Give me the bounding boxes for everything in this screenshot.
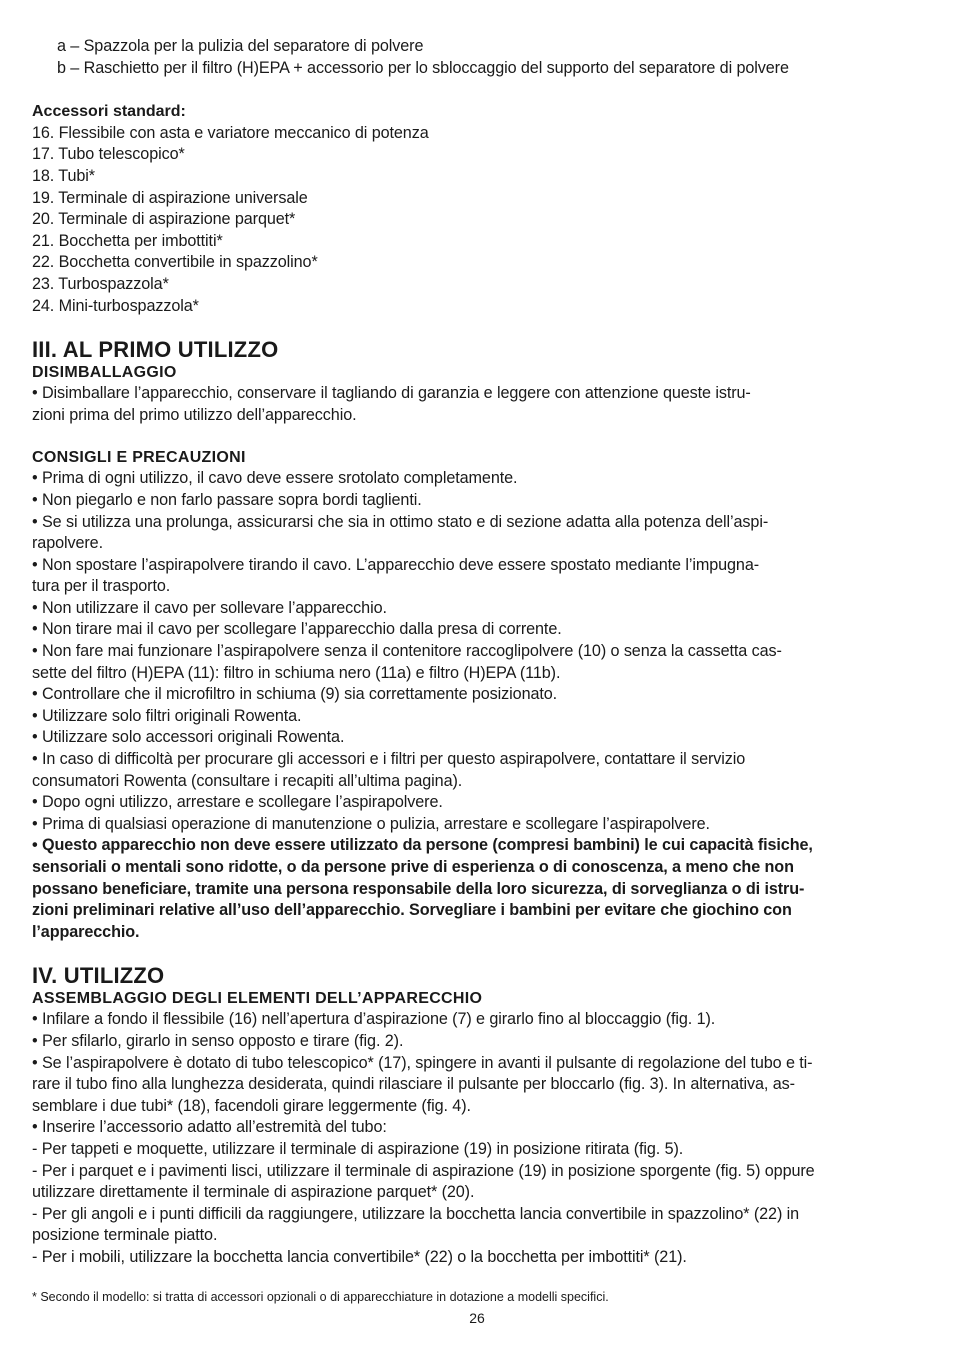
list-item: 20. Terminale di aspirazione parquet*: [32, 210, 296, 229]
paragraph-line: sette del filtro (H)EPA (11): filtro in schiuma nero (11a) e filtro (H)EPA (11b).: [32, 663, 561, 682]
paragraph-line: • Non spostare l’aspirapolvere tirando il cavo. L’apparecchio deve essere spostato mediante l’impugna-: [32, 555, 760, 574]
safety-warning-line: • Questo apparecchio non deve essere utilizzato da persone (compresi bambini) le cui capacità fisiche,: [32, 836, 813, 855]
list-item: 22. Bocchetta convertibile in spazzolino*: [32, 253, 318, 272]
safety-warning-line: possano beneficiare, tramite una persona responsabile della loro sicurezza, di sorveglianza o di istru-: [32, 879, 805, 898]
paragraph-line: • Infilare a fondo il flessibile (16) nell’apertura d’aspirazione (7) e girarlo fino al bloccaggio (fig. 1).: [32, 1010, 716, 1029]
list-item: 24. Mini-turbospazzola*: [32, 296, 199, 315]
list-item: 18. Tubi*: [32, 166, 95, 185]
paragraph-line: • Dopo ogni utilizzo, arrestare e scollegare l’aspirapolvere.: [32, 793, 443, 812]
section-title-primo-utilizzo: III. AL PRIMO UTILIZZO: [32, 337, 279, 363]
subsection-title-consigli: CONSIGLI E PRECAUZIONI: [32, 449, 246, 467]
disimballaggio-text: [32, 383, 924, 426]
subsection-title-disimballaggio: DISIMBALLAGGIO: [32, 364, 177, 382]
paragraph-line: - Per i mobili, utilizzare la bocchetta lancia convertibile* (22) o la bocchetta per imbottiti* (21).: [32, 1247, 687, 1266]
paragraph-line: zioni prima del primo utilizzo dell’apparecchio.: [32, 405, 357, 424]
paragraph-line: • Se si utilizza una prolunga, assicurarsi che sia in ottimo stato e di sezione adatta alla potenza dell’aspi-: [32, 512, 769, 531]
paragraph-line: • Controllare che il microfiltro in schiuma (9) sia correttamente posizionato.: [32, 685, 558, 704]
paragraph-line: • Non fare mai funzionare l’aspirapolvere senza il contenitore raccoglipolvere (10) o senza la cassetta cas-: [32, 642, 782, 661]
paragraph-line: - Per gli angoli e i punti difficili da raggiungere, utilizzare la bocchetta lancia convertibile in spazzolino* (22) in: [32, 1204, 800, 1223]
paragraph-line: • Prima di ogni utilizzo, il cavo deve essere srotolato completamente.: [32, 469, 518, 488]
paragraph-line: • Disimballare l’apparecchio, conservare il tagliando di garanzia e leggere con attenzione queste istru-: [32, 384, 751, 403]
paragraph-line: • Se l’aspirapolvere è dotato di tubo telescopico* (17), spingere in avanti il pulsante di regolazione del tubo e ti-: [32, 1053, 813, 1072]
list-item: 23. Turbospazzola*: [32, 274, 169, 293]
assemblaggio-text: [32, 1009, 924, 1268]
paragraph-line: • Prima di qualsiasi operazione di manutenzione o pulizia, arrestare e scollegare l’aspirapolvere.: [32, 814, 710, 833]
paragraph-line: tura per il trasporto.: [32, 577, 171, 596]
safety-warning-line: zioni preliminari relative all’uso dell’apparecchio. Sorvegliare i bambini per evitare che giochino con: [32, 901, 792, 920]
paragraph-line: • Inserire l’accessorio adatto all’estremità del tubo:: [32, 1118, 387, 1137]
section-title-utilizzo: IV. UTILIZZO: [32, 963, 165, 989]
list-item: 21. Bocchetta per imbottiti*: [32, 231, 223, 250]
subsection-title-assemblaggio: ASSEMBLAGGIO DEGLI ELEMENTI DELL’APPARECCHIO: [32, 990, 483, 1008]
intro-item-b: b – Raschietto per il filtro (H)EPA + accessorio per lo sbloccaggio del supporto del separatore di polvere: [57, 58, 789, 77]
accessori-label: Accessori standard:: [32, 103, 186, 121]
accessori-list: [32, 123, 924, 317]
list-item: 16. Flessibile con asta e variatore meccanico di potenza: [32, 123, 429, 142]
paragraph-line: rare il tubo fino alla lunghezza desiderata, quindi rilasciare il pulsante per bloccarlo (fig. 3). In alternativa, as-: [32, 1075, 795, 1094]
intro-item-a: a – Spazzola per la pulizia del separatore di polvere: [57, 37, 424, 55]
paragraph-line: • Utilizzare solo accessori originali Rowenta.: [32, 728, 345, 747]
paragraph-line: consumatori Rowenta (consultare i recapiti all’ultima pagina).: [32, 771, 463, 790]
page-number: 26: [469, 1310, 485, 1326]
paragraph-line: • Non tirare mai il cavo per scollegare l’apparecchio dalla presa di corrente.: [32, 620, 562, 639]
list-item: 17. Tubo telescopico*: [32, 145, 185, 164]
paragraph-line: - Per i parquet e i pavimenti lisci, utilizzare il terminale di aspirazione (19) in posizione sporgente (fig. 5) oppure: [32, 1161, 815, 1180]
manual-page: [32, 36, 924, 1269]
footnote: * Secondo il modello: si tratta di accessori opzionali o di apparecchiature in dotazione a modelli specifici.: [32, 1290, 609, 1304]
paragraph-line: • In caso di difficoltà per procurare gli accessori e i filtri per questo aspirapolvere, contattare il servizio: [32, 750, 746, 769]
paragraph-line: utilizzare direttamente il terminale di aspirazione parquet* (20).: [32, 1183, 475, 1202]
paragraph-line: rapolvere.: [32, 534, 103, 553]
paragraph-line: • Utilizzare solo filtri originali Rowenta.: [32, 706, 302, 725]
safety-warning-line: sensoriali o mentali sono ridotte, o da persone prive di esperienza o di conoscenza, a meno che non: [32, 858, 794, 876]
paragraph-line: • Per sfilarlo, girarlo in senso opposto e tirare (fig. 2).: [32, 1031, 404, 1050]
paragraph-line: semblare i due tubi* (18), facendoli girare leggermente (fig. 4).: [32, 1096, 471, 1115]
paragraph-line: • Non piegarlo e non farlo passare sopra bordi taglienti.: [32, 490, 422, 509]
paragraph-line: - Per tappeti e moquette, utilizzare il terminale di aspirazione (19) in posizione ritirata (fig. 5).: [32, 1139, 684, 1158]
paragraph-line: posizione terminale piatto.: [32, 1226, 218, 1245]
list-item: 19. Terminale di aspirazione universale: [32, 188, 308, 207]
paragraph-line: • Non utilizzare il cavo per sollevare l’apparecchio.: [32, 598, 387, 617]
consigli-text: [32, 468, 924, 943]
safety-warning-line: l’apparecchio.: [32, 922, 140, 941]
